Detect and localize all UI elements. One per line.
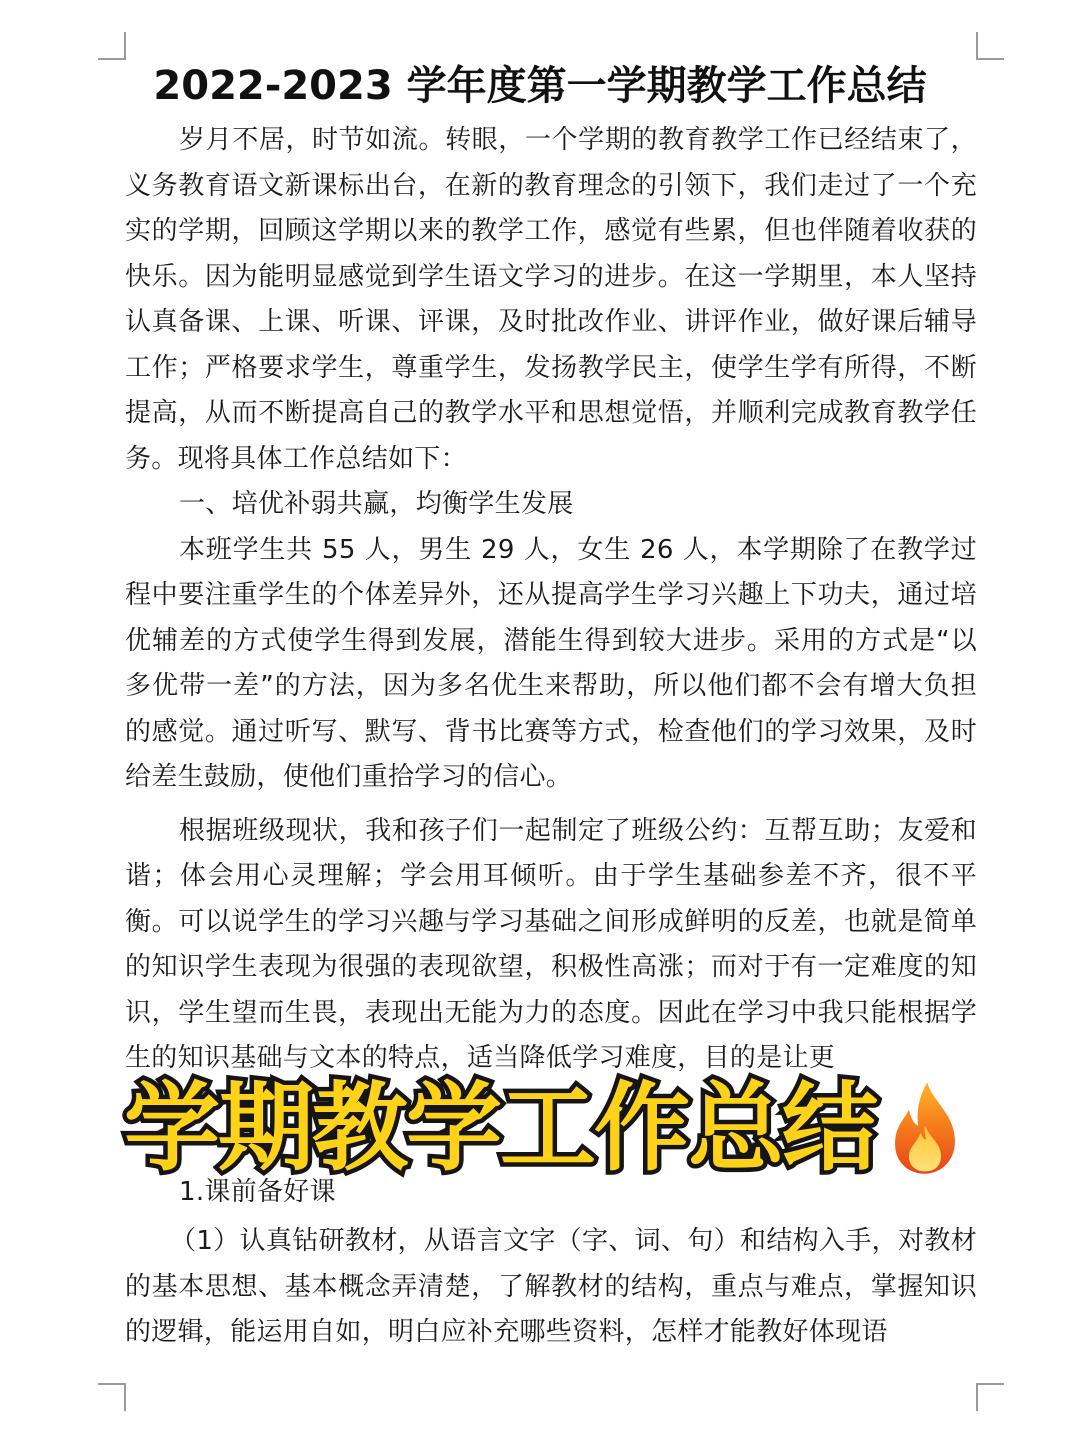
section-heading-1: 一、培优补弱共赢，均衡学生发展 — [179, 489, 574, 519]
crop-mark-top-left — [98, 32, 126, 60]
overlay-banner — [124, 1068, 962, 1188]
crop-mark-bottom-left — [98, 1383, 126, 1411]
paragraph-class-status: 根据班级现状，我和孩子们一起制定了班级公约：互帮互助；友爱和谐；体会用心灵理解；学会用耳倾听。由于学生基础参差不齐，很不平衡。可以说学生的学习兴趣与学习基础之间形成鲜明的反差，也就是简单的知识学生表现为很强的表现欲望，积极性高涨；而对于有一定难度的知识，学生望而生畏，表现出无能为力的态度。因此在学习中我只能根据学生的知识基础与文本的特点，适当降低学习难度，目的是让更 — [125, 815, 977, 1073]
crop-mark-top-right — [976, 32, 1004, 60]
paragraph-study-materials: （1）认真钻研教材，从语言文字（字、词、句）和结构入手，对教材的基本思想、基本概念弄清楚，了解教材的结构，重点与难点，掌握知识的逻辑，能运用自如，明白应补充哪些资料，怎样才能教好体现语 — [125, 1226, 977, 1347]
banner-title: 学期教学工作总结 — [124, 1072, 876, 1184]
fire-icon — [888, 1080, 962, 1176]
crop-mark-bottom-right — [976, 1383, 1004, 1411]
paragraph-students: 本班学生共 55 人，男生 29 人，女生 26 人，本学期除了在教学过程中要注重学生的个体差异外，还从提高学生学习兴趣上下功夫，通过培优辅差的方式使学生得到发展，潜能生得到较大进步。采用的方式是“以多优带一差”的方法，因为多名优生来帮助，所以他们都不会有增大负担的感觉。通过听写、默写、背书比赛等方式，检查他们的学习效果，及时给差生鼓励，使他们重拾学习的信心。 — [125, 534, 977, 792]
paragraph-intro: 岁月不居，时节如流。转眼，一个学期的教育教学工作已经结束了，义务教育语文新课标出台，在新的教育理念的引领下，我们走过了一个充实的学期，回顾这学期以来的教学工作，感觉有些累，但也伴随着收获的快乐。因为能明显感觉到学生语文学习的进步。在这一学期里，本人坚持认真备课、上课、听课、评课，及时批改作业、讲评作业，做好课后辅导工作；严格要求学生，尊重学生，发扬教学民主，使学生学有所得，不断提高，从而不断提高自己的教学水平和思想觉悟，并顺利完成教育教学任务。现将具体工作总结如下： — [125, 125, 977, 474]
subheading-lesson-prep: 1.课前备好课 — [179, 1176, 336, 1207]
document-title: 2022-2023 学年度第一学期教学工作总结 — [153, 63, 927, 109]
